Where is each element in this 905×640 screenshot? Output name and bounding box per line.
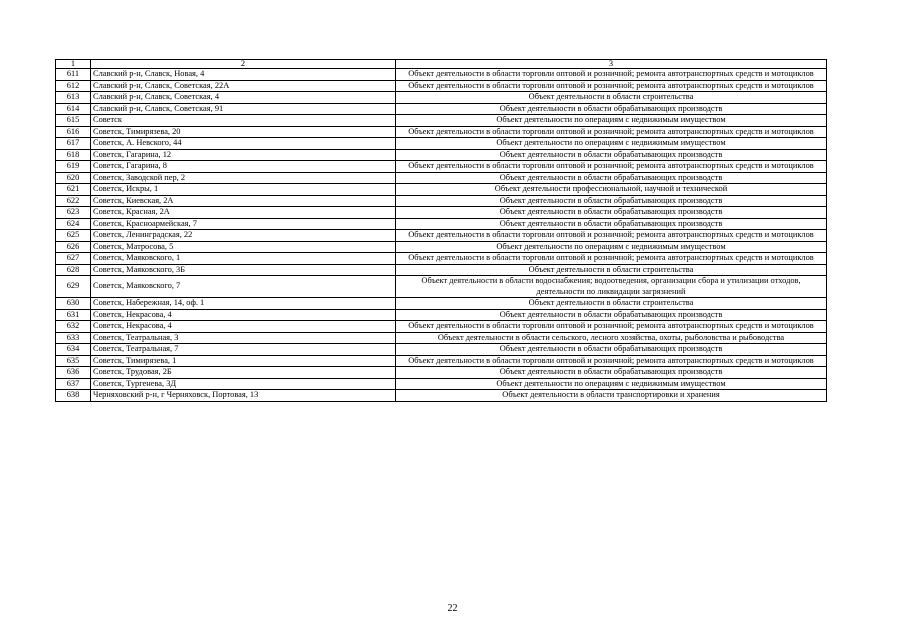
column-header-2: 2: [91, 60, 396, 69]
row-number-cell: 619: [56, 161, 91, 173]
address-cell: Советск, Некрасова, 4: [91, 321, 396, 333]
table-row: [56, 161, 827, 173]
row-number-cell: 633: [56, 332, 91, 344]
activity-description-cell: Объект деятельности профессиональной, научной и технической: [396, 184, 827, 196]
table-row: [56, 390, 827, 402]
row-number-cell: 613: [56, 92, 91, 104]
activity-description-cell: Объект деятельности по операциям с недвижимым имуществом: [396, 241, 827, 253]
row-number-cell: 637: [56, 378, 91, 390]
address-cell: Советск, Красная, 2А: [91, 207, 396, 219]
table-row: [56, 378, 827, 390]
table-row: [56, 138, 827, 150]
activity-description-cell: Объект деятельности в области торговли оптовой и розничной; ремонта автотранспортных средств и мотоциклов: [396, 80, 827, 92]
column-header-1: 1: [56, 60, 91, 69]
address-cell: Черняховский р-н, г Черняховск, Портовая, 13: [91, 390, 396, 402]
table-row: [56, 355, 827, 367]
address-cell: Советск, Набережная, 14, оф. 1: [91, 298, 396, 310]
table-row: [56, 103, 827, 115]
activity-description-cell: Объект деятельности в области обрабатывающих производств: [396, 172, 827, 184]
activity-description-cell: Объект деятельности в области обрабатывающих производств: [396, 207, 827, 219]
row-number-cell: 638: [56, 390, 91, 402]
address-cell: Славский р-н, Славск, Новая, 4: [91, 69, 396, 81]
table-row: [56, 92, 827, 104]
row-number-cell: 612: [56, 80, 91, 92]
row-number-cell: 614: [56, 103, 91, 115]
activity-description-cell: Объект деятельности в области торговли оптовой и розничной; ремонта автотранспортных средств и мотоциклов: [396, 230, 827, 242]
activity-description-cell: Объект деятельности в области обрабатывающих производств: [396, 195, 827, 207]
row-number-cell: 634: [56, 344, 91, 356]
activity-description-cell: Объект деятельности в области торговли оптовой и розничной; ремонта автотранспортных средств и мотоциклов: [396, 321, 827, 333]
address-cell: Славский р-н, Славск, Советская, 91: [91, 103, 396, 115]
row-number-cell: 616: [56, 126, 91, 138]
address-cell: Советск, Маяковского, 3Б: [91, 264, 396, 276]
address-cell: Славский р-н, Славск, Советская, 22А: [91, 80, 396, 92]
row-number-cell: 625: [56, 230, 91, 242]
table-row: [56, 115, 827, 127]
activity-description-cell: Объект деятельности в области строительства: [396, 92, 827, 104]
row-number-cell: 617: [56, 138, 91, 150]
activity-description-cell: Объект деятельности в области торговли оптовой и розничной; ремонта автотранспортных средств и мотоциклов: [396, 126, 827, 138]
table-row: [56, 264, 827, 276]
activity-description-cell: Объект деятельности в области обрабатывающих производств: [396, 218, 827, 230]
row-number-cell: 636: [56, 367, 91, 379]
address-cell: Советск, Тимирязева, 1: [91, 355, 396, 367]
table-row: [56, 195, 827, 207]
table-row: [56, 276, 827, 298]
address-cell: Славский р-н, Славск, Советская, 4: [91, 92, 396, 104]
activity-description-cell: Объект деятельности в области обрабатывающих производств: [396, 103, 827, 115]
address-cell: Советск: [91, 115, 396, 127]
table-row: [56, 344, 827, 356]
row-number-cell: 629: [56, 276, 91, 298]
row-number-cell: 627: [56, 253, 91, 265]
activity-description-cell: Объект деятельности по операциям с недвижимым имуществом: [396, 115, 827, 127]
row-number-cell: 622: [56, 195, 91, 207]
address-cell: Советск, А. Невского, 44: [91, 138, 396, 150]
page-number: 22: [447, 603, 458, 614]
address-cell: Советск, Заводской пер, 2: [91, 172, 396, 184]
table-row: [56, 207, 827, 219]
row-number-cell: 624: [56, 218, 91, 230]
table-row: [56, 367, 827, 379]
table-row: [56, 309, 827, 321]
table-row: [56, 184, 827, 196]
address-cell: Советск, Театральная, 3: [91, 332, 396, 344]
table-row: [56, 218, 827, 230]
activity-description-cell: Объект деятельности в области водоснабжения; водоотведения, организации сбора и утилизации отходов, деятельности по ликвидации загрязнений: [396, 276, 827, 298]
row-number-cell: 635: [56, 355, 91, 367]
table-row: [56, 298, 827, 310]
row-number-cell: 615: [56, 115, 91, 127]
address-cell: Советск, Тургенева, 3Д: [91, 378, 396, 390]
table-row: [56, 241, 827, 253]
registry-table: [55, 59, 827, 402]
activity-description-cell: Объект деятельности в области строительства: [396, 264, 827, 276]
row-number-cell: 611: [56, 69, 91, 81]
address-cell: Советск, Киевская, 2А: [91, 195, 396, 207]
address-cell: Советск, Трудовая, 2Б: [91, 367, 396, 379]
activity-description-cell: Объект деятельности в области обрабатывающих производств: [396, 367, 827, 379]
activity-description-cell: Объект деятельности в области обрабатывающих производств: [396, 344, 827, 356]
activity-description-cell: Объект деятельности в области обрабатывающих производств: [396, 309, 827, 321]
address-cell: Советск, Маяковского, 7: [91, 276, 396, 298]
address-cell: Советск, Некрасова, 4: [91, 309, 396, 321]
row-number-cell: 620: [56, 172, 91, 184]
table-row: [56, 230, 827, 242]
activity-description-cell: Объект деятельности в области торговли оптовой и розничной; ремонта автотранспортных средств и мотоциклов: [396, 161, 827, 173]
activity-description-cell: Объект деятельности по операциям с недвижимым имуществом: [396, 378, 827, 390]
address-cell: Советск, Тимирязева, 20: [91, 126, 396, 138]
table-row: [56, 149, 827, 161]
row-number-cell: 630: [56, 298, 91, 310]
activity-description-cell: Объект деятельности в области торговли оптовой и розничной; ремонта автотранспортных средств и мотоциклов: [396, 69, 827, 81]
row-number-cell: 621: [56, 184, 91, 196]
row-number-cell: 626: [56, 241, 91, 253]
activity-description-cell: Объект деятельности в области обрабатывающих производств: [396, 149, 827, 161]
activity-description-cell: Объект деятельности в области торговли оптовой и розничной; ремонта автотранспортных средств и мотоциклов: [396, 355, 827, 367]
table-row: [56, 80, 827, 92]
address-cell: Советск, Красноармейская, 7: [91, 218, 396, 230]
address-cell: Советск, Искры, 1: [91, 184, 396, 196]
row-number-cell: 632: [56, 321, 91, 333]
address-cell: Советск, Ленинградская, 22: [91, 230, 396, 242]
activity-description-cell: Объект деятельности в области строительства: [396, 298, 827, 310]
table-row: [56, 332, 827, 344]
address-cell: Советск, Театральная, 7: [91, 344, 396, 356]
row-number-cell: 623: [56, 207, 91, 219]
table-row: [56, 69, 827, 81]
activity-description-cell: Объект деятельности в области транспортировки и хранения: [396, 390, 827, 402]
activity-description-cell: Объект деятельности в области сельского, лесного хозяйства, охоты, рыболовства и рыбоводства: [396, 332, 827, 344]
table-row: [56, 321, 827, 333]
activity-description-cell: Объект деятельности по операциям с недвижимым имуществом: [396, 138, 827, 150]
row-number-cell: 628: [56, 264, 91, 276]
header-row: [56, 60, 827, 69]
row-number-cell: 618: [56, 149, 91, 161]
table-row: [56, 126, 827, 138]
address-cell: Советск, Гагарина, 8: [91, 161, 396, 173]
row-number-cell: 631: [56, 309, 91, 321]
activity-description-cell: Объект деятельности в области торговли оптовой и розничной; ремонта автотранспортных средств и мотоциклов: [396, 253, 827, 265]
address-cell: Советск, Гагарина, 12: [91, 149, 396, 161]
address-cell: Советск, Матросова, 5: [91, 241, 396, 253]
table-row: [56, 253, 827, 265]
column-header-3: 3: [396, 60, 827, 69]
address-cell: Советск, Маяковского, 1: [91, 253, 396, 265]
table-row: [56, 172, 827, 184]
